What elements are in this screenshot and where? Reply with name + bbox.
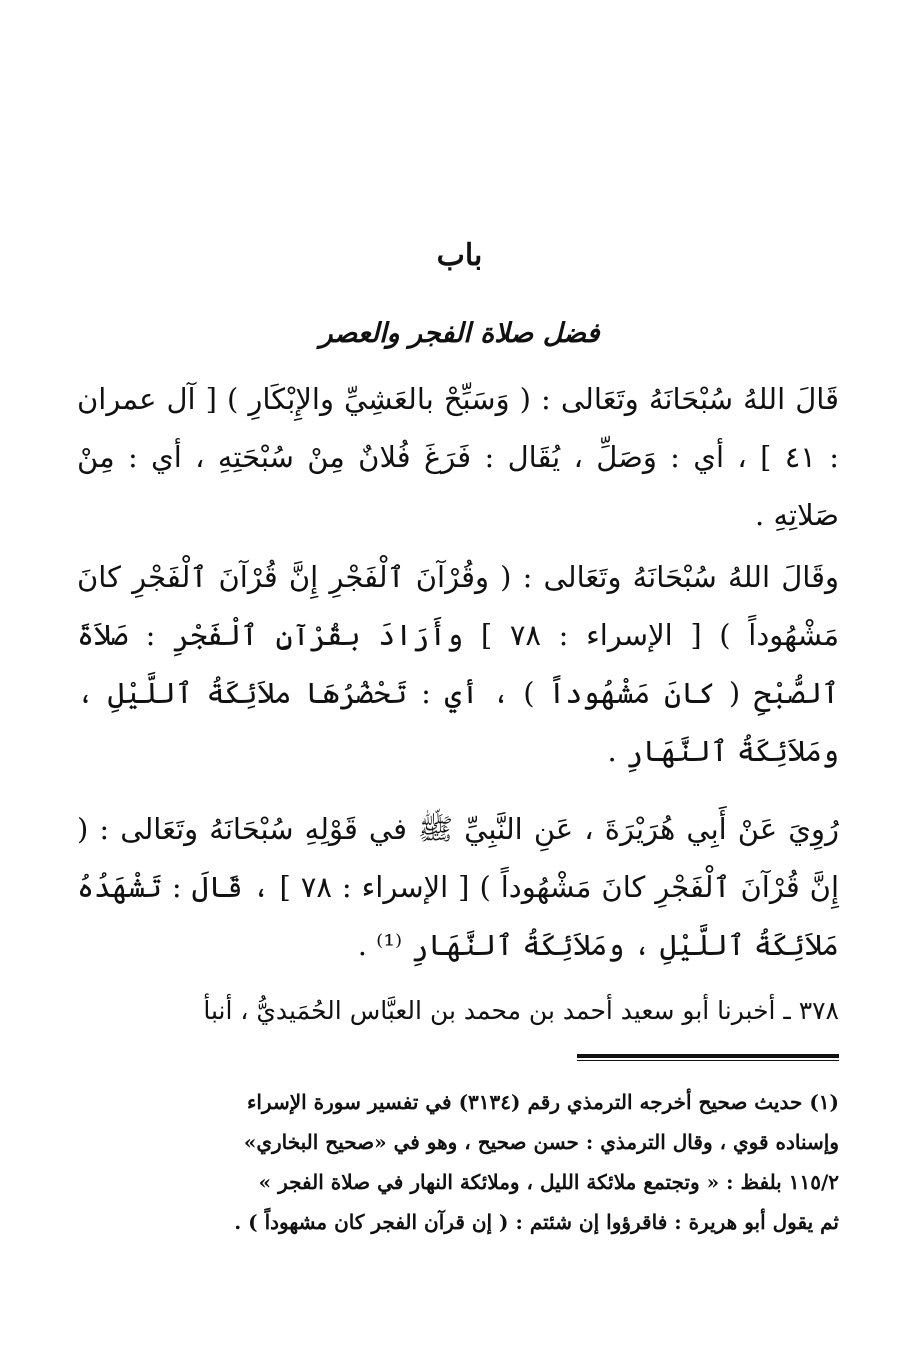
paragraph-2: وقَالَ اللهُ سُبْحَانَهُ وتَعَالى : ( وقُرْآنَ ٱلْفَجْرِ إِنَّ قُرْآنَ ٱلْفَجْرِ كانَ مَشْهُوداً ) [ الإسراء : ٧٨ ] وأَرَادَ بقُرْآنِ ٱلْفَجْرِ : صَلاَةَ ٱلصُّبْحِ ( كانَ مَشْهُوداً ) ، أي : تَحْضُرُهَا ملاَئِكَةُ ٱللَّيْلِ ، ومَلاَئِكَةُ ٱلنَّهَارِ . [77,560,839,768]
paragraph-3: رُوِيَ عَنْ أَبِي هُرَيْرَةَ ، عَنِ النَّبِيِّ ﷺ في قَوْلِهِ سُبْحَانَهُ وتَعَالى : ( إِنَّ قُرْآنَ ٱلْفَجْرِ كانَ مَشْهُوداً ) [ الإسراء : ٧٨ ] ، قَالَ : تَشْهَدُهُ مَلاَئِكَةُ ٱللَّيْلِ ، ومَلاَئِكَةُ ٱلنَّهَارِ ⁽¹⁾ . [77,812,839,962]
main-text [77,370,839,974]
footnote-line: (١) حديث صحيح أخرجه الترمذي رقم (٣١٣٤) في تفسير سورة الإسراء [246,1090,839,1114]
footnote [77,1082,839,1242]
footnote-line: ثم يقول أبو هريرة : فاقرؤوا إن شئتم : ( إن قرآن الفجر كان مشهوداً ) . [234,1210,839,1234]
chapter-label: باب [436,238,483,273]
chapter-title: فضل صلاة الفجر والعصر [319,318,600,349]
paragraph-1: قَالَ اللهُ سُبْحَانَهُ وتَعَالى : ( وَسَبِّحْ بالعَشِيِّ والإِبْكَارِ ) [ آل عمران : ٤١ ] ، أي : وَصَلِّ ، يُقَال : فَرَغَ فُلانٌ مِنْ سُبْحَتِهِ ، أي : مِنْ صَلاتِهِ . [77,382,839,532]
footnote-separator [577,1054,839,1058]
footnote-line: وإسناده قوي ، وقال الترمذي : حسن صحيح ، وهو في «صحيح البخاري» [243,1130,839,1154]
hadith-378-start: ٣٧٨ ـ أخبرنا أبو سعيد أحمد بن محمد بن العبَّاس الحُمَيديُّ ، أنبأ [203,996,839,1025]
footnote-line: ١١٥/٢ بلفظ : « وتجتمع ملائكة الليل ، وملائكة النهار في صلاة الفجر » [258,1170,839,1194]
